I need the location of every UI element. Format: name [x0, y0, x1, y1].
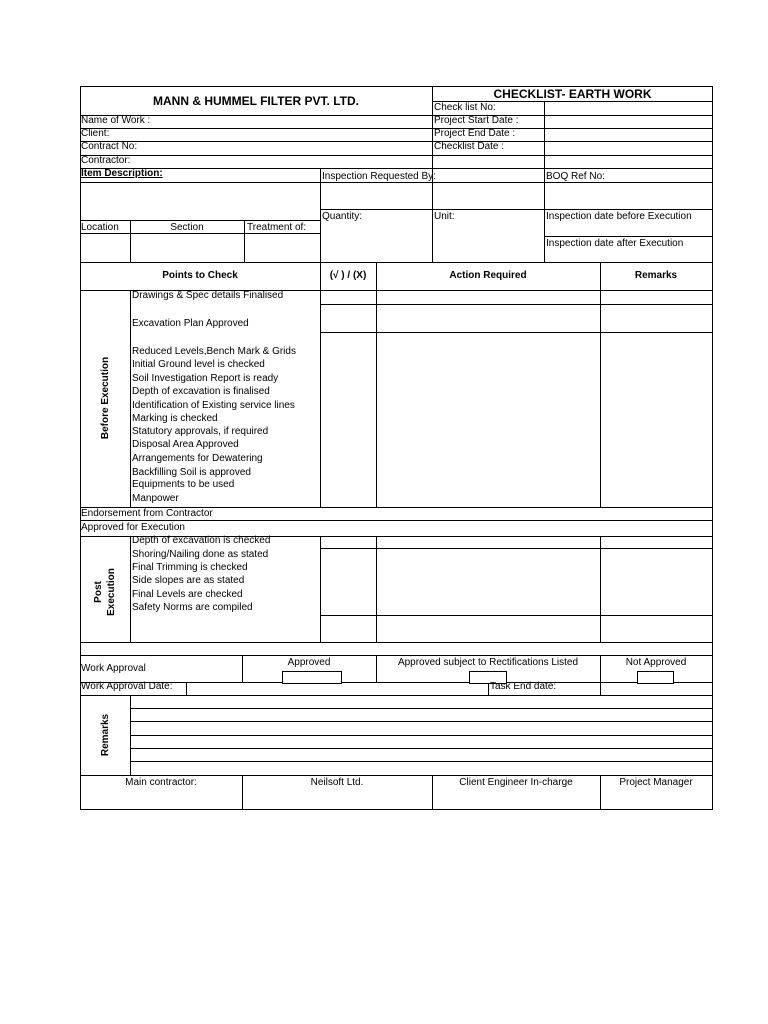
work-approval-label: Work Approval: [81, 663, 146, 674]
grid-line-vertical: [130, 290, 131, 508]
check-item: Reduced Levels,Bench Mark & Grids: [132, 346, 296, 357]
check-item: Excavation Plan Approved: [132, 318, 249, 329]
grid-line-vertical: [80, 86, 81, 810]
grid-line-vertical: [320, 536, 321, 643]
grid-line-vertical: [600, 262, 601, 508]
project-end-date-label: Project End Date :: [434, 128, 516, 139]
check-item: Soil Investigation Report is ready: [132, 373, 279, 384]
grid-line-horizontal: [80, 775, 713, 776]
grid-line-horizontal: [80, 155, 713, 156]
grid-line-horizontal: [80, 642, 713, 643]
grid-line-vertical: [600, 682, 601, 696]
grid-line-horizontal: [80, 141, 713, 142]
work-approval-date-label: Work Approval Date:: [81, 681, 173, 692]
check-item: Backfilling Soil is approved: [132, 467, 251, 478]
grid-line-horizontal: [80, 655, 713, 656]
check-item: Drawings & Spec details Finalised: [132, 290, 284, 301]
grid-line-horizontal: [80, 520, 713, 521]
main-contractor-signature-label: Main contractor:: [125, 777, 197, 788]
contractor-label: Contractor:: [81, 155, 131, 166]
grid-line-vertical: [376, 262, 377, 508]
grid-line-horizontal: [130, 761, 713, 762]
grid-line-horizontal: [80, 809, 713, 810]
not-approved-checkbox[interactable]: [637, 671, 674, 684]
check-mark-header: (√ ) / (X): [329, 270, 367, 281]
name-of-work-label: Name of Work :: [81, 115, 151, 126]
check-item: Side slopes are as stated: [132, 575, 245, 586]
quantity-label: Quantity:: [322, 211, 363, 222]
boq-ref-no-label: BOQ Ref No:: [546, 171, 605, 182]
approved-checkbox[interactable]: [282, 671, 342, 684]
grid-line-vertical: [376, 536, 377, 643]
neilsoft-signature-label: Neilsoft Ltd.: [310, 777, 364, 788]
grid-line-horizontal: [80, 695, 713, 696]
checklist-title: CHECKLIST- EARTH WORK: [493, 87, 652, 101]
endorsement-label: Endorsement from Contractor: [81, 508, 213, 519]
grid-line-horizontal: [320, 209, 713, 210]
grid-line-vertical: [130, 536, 131, 643]
grid-line-horizontal: [80, 220, 321, 221]
check-item: Identification of Existing service lines: [132, 400, 295, 411]
before-execution-label: Before Execution: [100, 356, 111, 440]
location-label: Location: [81, 222, 119, 233]
grid-line-horizontal: [320, 304, 713, 305]
approved-for-execution-label: Approved for Execution: [81, 522, 185, 533]
check-item: Final Levels are checked: [132, 589, 243, 600]
inspection-after-label: Inspection date after Execution: [546, 238, 684, 249]
inspection-before-label: Inspection date before Execution: [546, 211, 692, 222]
grid-line-vertical: [544, 101, 545, 169]
check-item: Depth of excavation is finalised: [132, 386, 270, 397]
grid-line-horizontal: [80, 168, 713, 169]
check-item: Manpower: [132, 493, 179, 504]
approved-subject-option-label: Approved subject to Rectifications Listed: [397, 657, 579, 668]
check-item: Disposal Area Approved: [132, 439, 239, 450]
project-manager-signature-label: Project Manager: [619, 777, 693, 788]
check-item: Marking is checked: [132, 413, 218, 424]
grid-line-horizontal: [544, 236, 713, 237]
grid-line-vertical: [244, 220, 245, 263]
client-engineer-signature-label: Client Engineer In-charge: [459, 777, 573, 788]
check-item: Shoring/Nailing done as stated: [132, 549, 269, 560]
check-item: Safety Norms are compiled: [132, 602, 253, 613]
check-item: Depth of excavation is checked: [132, 535, 271, 546]
grid-line-horizontal: [130, 735, 713, 736]
task-end-date-label: Task End date:: [490, 681, 557, 692]
grid-line-horizontal: [320, 548, 713, 549]
grid-line-vertical: [600, 536, 601, 643]
grid-line-horizontal: [80, 262, 713, 263]
points-to-check-header: Points to Check: [162, 270, 238, 281]
grid-line-vertical: [320, 262, 321, 508]
grid-line-horizontal: [130, 708, 713, 709]
grid-line-horizontal: [80, 115, 713, 116]
check-item: Final Trimming is checked: [132, 562, 248, 573]
unit-label: Unit:: [434, 211, 455, 222]
inspection-requested-by-label: Inspection Requested By:: [322, 171, 436, 182]
check-item: Statutory approvals, if required: [132, 426, 269, 437]
action-required-header: Action Required: [449, 270, 527, 281]
approved-option-label: Approved: [287, 657, 331, 668]
check-list-no-label: Check list No:: [434, 102, 496, 113]
grid-line-vertical: [488, 682, 489, 696]
check-item: Initial Ground level is checked: [132, 359, 265, 370]
company-name: MANN & HUMMEL FILTER PVT. LTD.: [153, 94, 359, 108]
client-label: Client:: [81, 128, 110, 139]
grid-line-vertical: [186, 682, 187, 696]
contract-no-label: Contract No:: [81, 141, 138, 152]
not-approved-option-label: Not Approved: [625, 657, 687, 668]
check-item: Equipments to be used: [132, 479, 235, 490]
grid-line-horizontal: [320, 615, 713, 616]
grid-line-horizontal: [130, 748, 713, 749]
post-execution-label-line2: Execution: [106, 568, 117, 616]
project-start-date-label: Project Start Date :: [434, 115, 519, 126]
check-item: Arrangements for Dewatering: [132, 453, 263, 464]
checklist-date-label: Checklist Date :: [434, 141, 505, 152]
remarks-header: Remarks: [634, 270, 678, 281]
grid-line-horizontal: [130, 721, 713, 722]
grid-line-horizontal: [320, 332, 713, 333]
section-label: Section: [170, 222, 204, 233]
grid-line-horizontal: [80, 682, 713, 683]
remarks-side-label: Remarks: [100, 713, 111, 757]
post-execution-label-line1: Post: [93, 581, 104, 603]
treatment-of-label: Treatment of:: [247, 222, 307, 233]
grid-line-vertical: [712, 86, 713, 810]
item-description-label: Item Description:: [81, 168, 163, 179]
grid-line-horizontal: [80, 128, 713, 129]
